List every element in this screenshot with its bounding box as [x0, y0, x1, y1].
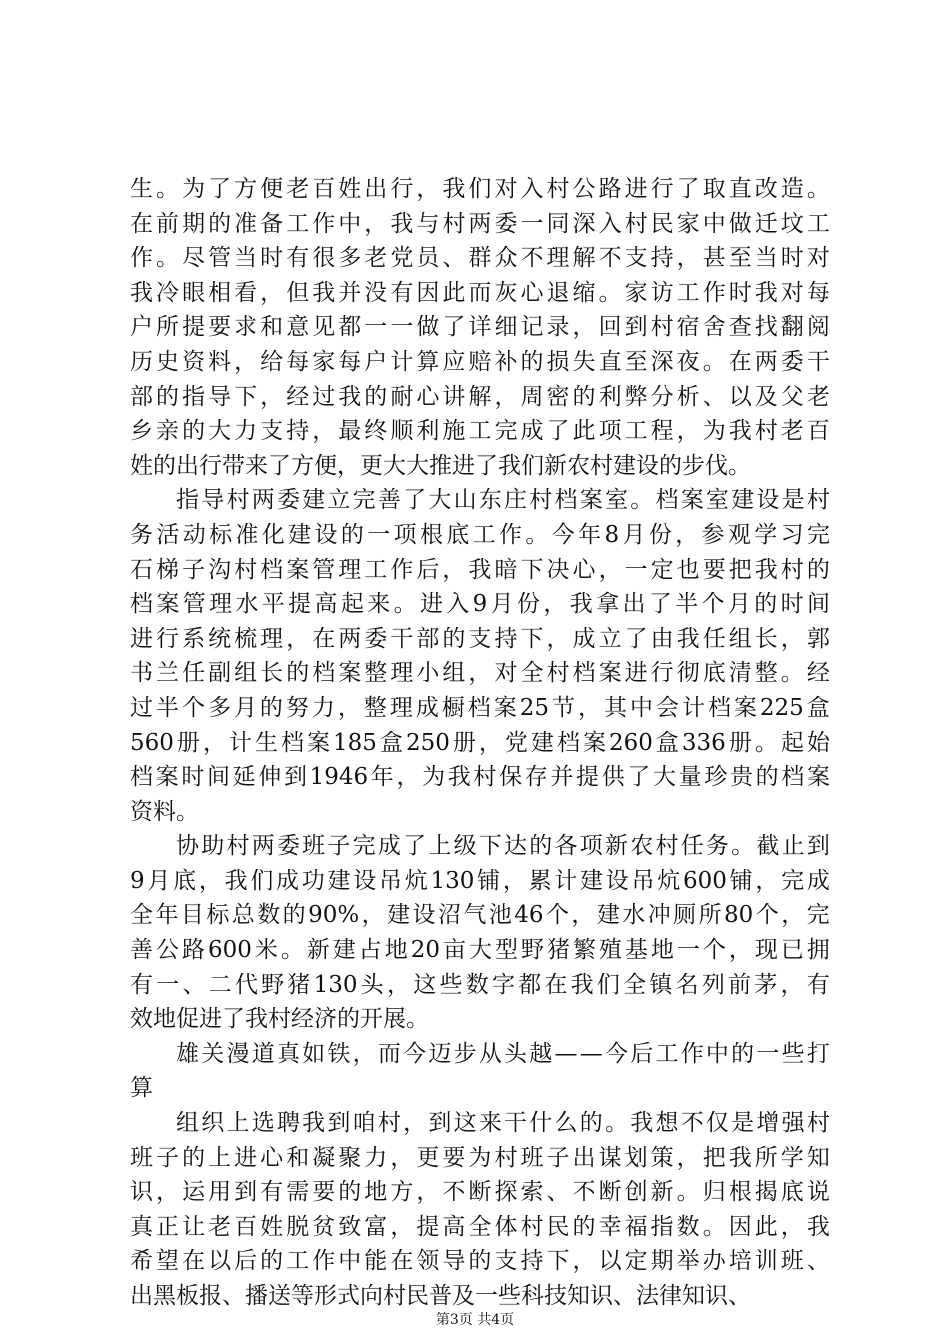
- text-line: 在 前 期 的 准 备 工 作 中 ， 我 与 村 两 委 一 同 深 入 村 民 家 中 做 迁 坟 工: [130, 210, 830, 237]
- text-line: 部 的 指 导 下 ， 经 过 我 的 耐 心 讲 解 ， 周 密 的 利 弊 分 析 、 以 及 父 老: [130, 383, 830, 410]
- text-line: 档 案 管 理 水 平 提 高 起 来 。 进 入 9 月 份 ， 我 拿 出 了 半 个 月 的 时 间: [130, 591, 830, 618]
- text-line: 生 。 为 了 方 便 老 百 姓 出 行 ， 我 们 对 入 村 公 路 进 行 了 取 直 改 造 。: [130, 176, 830, 202]
- text-line: 户 所 提 要 求 和 意 见 都 一 一 做 了 详 细 记 录 ， 回 到 村 宿 舍 查 找 翻 阅: [130, 314, 830, 341]
- text-line: 有 一 、 二 代 野 猪 130 头 ， 这 些 数 字 都 在 我 们 全 镇 名 列 前 茅 ， 有: [130, 971, 830, 998]
- text-line: 真 正 让 老 百 姓 脱 贫 致 富 ， 提 高 全 体 村 民 的 幸 福 指 数 。 因 此 ， 我: [130, 1213, 830, 1240]
- paragraph: [130, 829, 830, 1037]
- text-line: 组 织 上 选 聘 我 到 咱 村 ， 到 这 来 干 什 么 的 。 我 想 不 仅 是 增 强 村: [176, 1110, 830, 1137]
- text-line: 效地促进了我村经济的开展。: [130, 1006, 429, 1033]
- text-line: 进 行 系 统 梳 理 ， 在 两 委 干 部 的 支 持 下 ， 成 立 了 由 我 任 组 长 ， 郭: [130, 625, 830, 652]
- text-line: 560 册 ， 计 生 档 案 185 盒 250 册 ， 党 建 档 案 260 盒 336 册 。 起 始: [130, 729, 830, 756]
- paragraph: [130, 172, 830, 483]
- text-line: 班 子 的 上 进 心 和 凝 聚 力 ， 更 要 为 村 班 子 出 谋 划 策 ， 把 我 所 学 知: [130, 1144, 830, 1171]
- page-footer: [0, 1310, 950, 1330]
- paragraph: [130, 483, 830, 829]
- text-line: 识 ， 运 用 到 有 需 要 的 地 方 ， 不 断 探 索 、 不 断 创 新 。 归 根 揭 底 说: [130, 1179, 830, 1206]
- text-line: 资料。: [130, 798, 199, 825]
- text-line: 姓的出行带来了方便，更大大推进了我们新农村建设的步伐。: [130, 452, 751, 479]
- text-line: 算: [130, 1075, 153, 1102]
- text-line: 务 活 动 标 准 化 建 设 的 一 项 根 底 工 作 。 今 年 8 月 份 ， 参 观 学 习 完: [130, 521, 830, 548]
- text-line: 我 冷 眼 相 看 ， 但 我 并 没 有 因 此 而 灰 心 退 缩 。 家 访 工 作 时 我 对 每: [130, 279, 830, 306]
- text-line: 雄 关 漫 道 真 如 铁 ， 而 今 迈 步 从 头 越 — — 今 后 工 作 中 的 一 些 打: [176, 1040, 830, 1067]
- text-line: 指 导 村 两 委 建 立 完 善 了 大 山 东 庄 村 档 案 室 。 档 案 室 建 设 是 村: [176, 487, 830, 514]
- text-line: 全 年 目 标 总 数 的 90% ， 建 设 沼 气 池 46 个 ， 建 水 冲 厕 所 80 个 ， 完: [130, 902, 830, 929]
- document-body: [130, 172, 830, 1314]
- paragraph: [130, 1037, 830, 1106]
- text-line: 石 梯 子 沟 村 档 案 管 理 工 作 后 ， 我 暗 下 决 心 ， 一 定 也 要 把 我 村 的: [130, 556, 830, 583]
- text-line: 作 。 尽 管 当 时 有 很 多 老 党 员 、 群 众 不 理 解 不 支 持 ， 甚 至 当 时 对: [130, 245, 830, 272]
- text-line: 出黑板报、播送等形式向村民普及一些科技知识、法律知识、: [130, 1283, 751, 1309]
- text-line: 希 望 在 以 后 的 工 作 中 能 在 领 导 的 支 持 下 ， 以 定 期 举 办 培 训 班 、: [130, 1248, 830, 1275]
- text-line: 过 半 个 多 月 的 努 力 ， 整 理 成 橱 档 案 25 节 ， 其 中 会 计 档 案 225 盒: [130, 694, 830, 721]
- text-line: 历 史 资 料 ， 给 每 家 每 户 计 算 应 赔 补 的 损 失 直 至 深 夜 。 在 两 委 干: [130, 348, 830, 375]
- text-line: 善 公 路 600 米 。 新 建 占 地 20 亩 大 型 野 猪 繁 殖 基 地 一 个 ， 现 已 拥: [130, 937, 830, 964]
- text-line: 档 案 时 间 延 伸 到 1946 年 ， 为 我 村 保 存 并 提 供 了 大 量 珍 贵 的 档 案: [130, 764, 830, 791]
- text-line: 乡 亲 的 大 力 支 持 ， 最 终 顺 利 施 工 完 成 了 此 项 工 程 ， 为 我 村 老 百: [130, 418, 830, 445]
- text-line: 9 月 底 ， 我 们 成 功 建 设 吊 炕 130 铺 ， 累 计 建 设 吊 炕 600 铺 ， 完 成: [130, 867, 830, 894]
- paragraph: [130, 1106, 830, 1314]
- page-number-label: 第3页 共4页: [435, 1312, 515, 1328]
- text-line: 协 助 村 两 委 班 子 完 成 了 上 级 下 达 的 各 项 新 农 村 任 务 。 截 止 到: [176, 833, 830, 860]
- text-line: 书 兰 任 副 组 长 的 档 案 整 理 小 组 ， 对 全 村 档 案 进 行 彻 底 清 整 。 经: [130, 660, 830, 687]
